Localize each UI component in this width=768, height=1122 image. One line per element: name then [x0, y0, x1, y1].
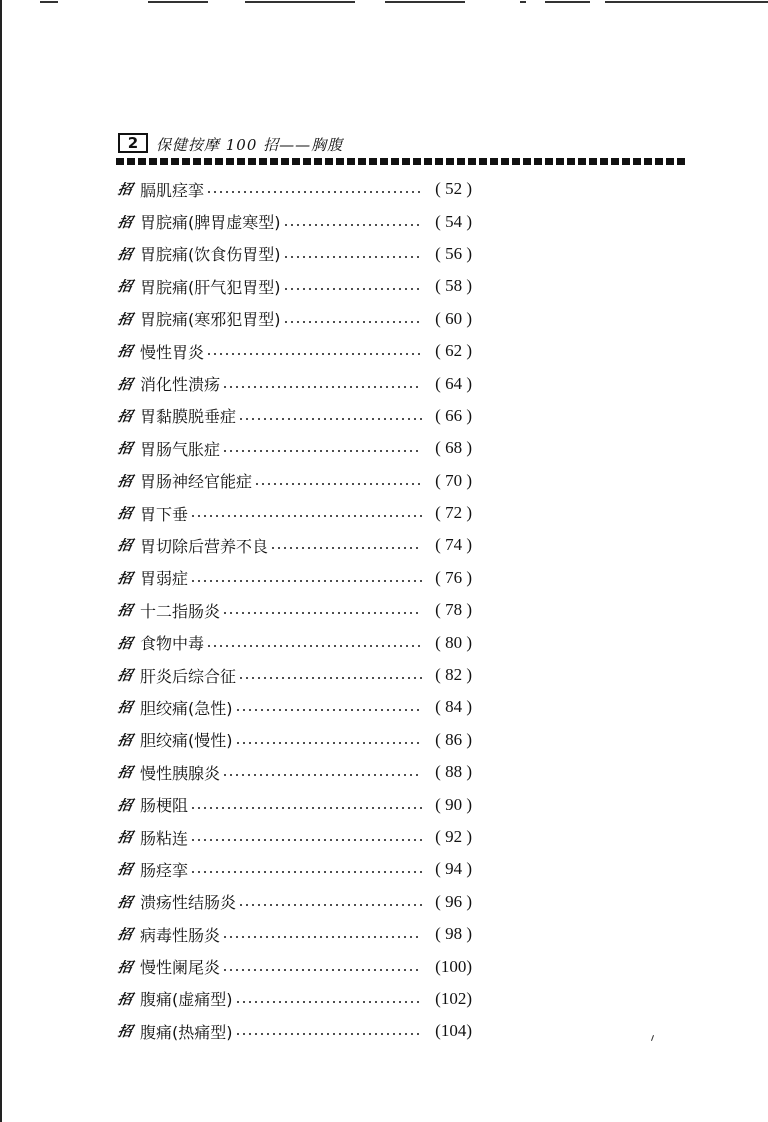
toc-entry-page: (104): [435, 1021, 472, 1041]
move-glyph-icon: 招: [116, 732, 132, 749]
toc-entry-page: ( 62 ): [435, 341, 472, 361]
move-glyph-icon: 招: [116, 473, 132, 490]
toc-entry-page: ( 66 ): [435, 405, 472, 425]
move-glyph-icon: 招: [116, 1024, 132, 1041]
move-glyph-icon: 招: [116, 311, 132, 328]
dot-leader: [190, 580, 422, 582]
toc-entry[interactable]: [118, 529, 472, 561]
move-glyph-icon: 招: [116, 959, 132, 976]
move-glyph-icon: 招: [116, 376, 132, 393]
dot-leader: [222, 774, 422, 776]
toc-entry[interactable]: [118, 270, 472, 302]
dot-leader: [283, 321, 423, 323]
dot-leader: [283, 224, 423, 226]
toc-entry[interactable]: [118, 626, 472, 658]
toc-entry-label: 慢性胰腺炎: [140, 763, 221, 783]
toc-entry[interactable]: [118, 821, 472, 853]
move-glyph-icon: 招: [116, 408, 132, 425]
toc-entry[interactable]: [118, 335, 472, 367]
dot-leader: [190, 515, 422, 517]
toc-entry-page: ( 56 ): [435, 243, 472, 263]
toc-entry[interactable]: [118, 562, 472, 594]
toc-entry[interactable]: [118, 497, 472, 529]
dot-leader: [235, 709, 423, 711]
move-glyph-icon: 招: [116, 603, 132, 620]
toc-entry-label: 胃脘痛(脾胃虚寒型): [140, 213, 281, 233]
toc-entry-label: 慢性胃炎: [140, 342, 205, 362]
toc-entry-label: 胃脘痛(寒邪犯胃型): [140, 310, 281, 330]
toc-entry-label: 胃黏膜脱垂症: [140, 407, 237, 427]
toc-entry-page: ( 90 ): [435, 794, 472, 814]
toc-entry[interactable]: [118, 465, 472, 497]
toc-entry-label: 胆绞痛(慢性): [140, 731, 233, 751]
toc-entry-page: ( 82 ): [435, 665, 472, 685]
toc-entry-page: ( 60 ): [435, 308, 472, 328]
toc-entry[interactable]: [118, 173, 472, 205]
move-glyph-icon: 招: [116, 246, 132, 263]
dot-leader: [190, 839, 422, 841]
toc-entry-page: (100): [435, 956, 472, 976]
dot-leader: [190, 807, 422, 809]
move-glyph-icon: 招: [116, 538, 132, 555]
toc-entry[interactable]: [118, 303, 472, 335]
dot-leader: [222, 612, 422, 614]
toc-entry[interactable]: [118, 238, 472, 270]
dot-leader: [270, 547, 422, 549]
toc-entry-label: 腹痛(热痛型): [140, 1022, 233, 1042]
dot-leader: [283, 256, 423, 258]
move-glyph-icon: 招: [116, 214, 132, 231]
toc-entry-page: ( 80 ): [435, 632, 472, 652]
toc-entry-label: 胃切除后营养不良: [140, 536, 269, 556]
toc-entry-page: ( 54 ): [435, 211, 472, 231]
toc-entry-label: 慢性阑尾炎: [140, 958, 221, 978]
toc-entry-page: ( 94 ): [435, 859, 472, 879]
toc-entry-label: 病毒性肠炎: [140, 925, 221, 945]
toc-entry-page: ( 76 ): [435, 567, 472, 587]
toc-entry-label: 消化性溃疡: [140, 375, 221, 395]
toc-entry-page: ( 96 ): [435, 891, 472, 911]
move-glyph-icon: 招: [116, 279, 132, 296]
move-glyph-icon: 招: [116, 765, 132, 782]
toc-entry[interactable]: [118, 432, 472, 464]
toc-entry[interactable]: [118, 983, 472, 1015]
dot-leader: [206, 191, 422, 193]
toc-entry[interactable]: [118, 756, 472, 788]
toc-entry-label: 肝炎后综合征: [140, 666, 237, 686]
toc-entry[interactable]: [118, 886, 472, 918]
dot-leader: [235, 742, 423, 744]
toc-entry-label: 肠梗阻: [140, 796, 189, 816]
dot-leader: [206, 645, 422, 647]
toc-entry-label: 肠粘连: [140, 828, 189, 848]
dot-leader: [238, 418, 422, 420]
dot-leader: [254, 483, 422, 485]
move-glyph-icon: 招: [116, 668, 132, 685]
move-glyph-icon: 招: [116, 344, 132, 361]
toc-entry[interactable]: [118, 659, 472, 691]
running-title: 保健按摩 100 招——胸腹: [156, 136, 344, 154]
dot-leader: [222, 450, 422, 452]
toc-entry-page: ( 78 ): [435, 600, 472, 620]
toc-entry-page: ( 84 ): [435, 697, 472, 717]
toc-entry-page: ( 70 ): [435, 470, 472, 490]
toc-entry[interactable]: [118, 205, 472, 237]
toc-entry-label: 胆绞痛(急性): [140, 698, 233, 718]
dot-leader: [283, 288, 423, 290]
page-left-edge: [0, 0, 2, 1122]
toc-entry[interactable]: [118, 853, 472, 885]
move-glyph-icon: 招: [116, 441, 132, 458]
move-glyph-icon: 招: [116, 862, 132, 879]
toc-entry[interactable]: [118, 400, 472, 432]
dot-leader: [206, 353, 422, 355]
move-glyph-icon: 招: [116, 830, 132, 846]
toc-entry[interactable]: [118, 918, 472, 950]
toc-entry-label: 胃肠气胀症: [140, 439, 221, 459]
toc-entry-page: ( 86 ): [435, 729, 472, 749]
dot-leader: [238, 677, 422, 679]
move-glyph-icon: 招: [116, 700, 132, 717]
move-glyph-icon: 招: [116, 182, 132, 199]
move-glyph-icon: 招: [116, 635, 132, 652]
dot-leader: [238, 904, 422, 906]
toc-entry[interactable]: [118, 594, 472, 626]
dot-leader: [222, 969, 422, 971]
toc-entry-label: 十二指肠炎: [140, 601, 221, 621]
toc-entry-page: ( 52 ): [435, 179, 472, 199]
toc-entry-page: ( 68 ): [435, 438, 472, 458]
toc-entry-page: ( 88 ): [435, 762, 472, 782]
stray-mark: [651, 1035, 654, 1041]
page-header: [118, 133, 678, 159]
toc-entry-label: 胃脘痛(饮食伤胃型): [140, 245, 281, 265]
toc-entry-page: ( 64 ): [435, 373, 472, 393]
toc-entry-label: 腹痛(虚痛型): [140, 990, 233, 1010]
toc-entry-label: 溃疡性结肠炎: [140, 893, 237, 913]
toc-entry-label: 胃下垂: [140, 504, 189, 524]
toc-entry[interactable]: [118, 367, 472, 399]
toc-entry-page: (102): [435, 988, 472, 1008]
move-glyph-icon: 招: [116, 506, 132, 523]
table-of-contents: [118, 173, 472, 1048]
toc-entry-label: 膈肌痉挛: [140, 180, 205, 200]
toc-entry-page: ( 92 ): [435, 827, 472, 846]
toc-entry-label: 肠痉挛: [140, 860, 189, 880]
move-glyph-icon: 招: [116, 991, 132, 1008]
toc-entry[interactable]: [118, 724, 472, 756]
toc-entry-label: 胃肠神经官能症: [140, 472, 253, 492]
toc-entry-label: 食物中毒: [140, 634, 205, 654]
page-number: 2: [118, 133, 148, 153]
move-glyph-icon: 招: [116, 894, 132, 911]
dot-leader: [222, 936, 422, 938]
toc-entry[interactable]: [118, 950, 472, 982]
toc-entry-page: ( 74 ): [435, 535, 472, 555]
toc-entry-page: ( 58 ): [435, 276, 472, 296]
dot-leader: [235, 1033, 423, 1035]
dot-leader: [235, 1001, 423, 1003]
toc-entry-label: 胃弱症: [140, 569, 189, 589]
move-glyph-icon: 招: [116, 927, 132, 944]
dot-leader: [222, 386, 422, 388]
toc-entry[interactable]: [118, 788, 472, 820]
dot-leader: [190, 871, 422, 873]
toc-entry[interactable]: [118, 1015, 472, 1047]
toc-entry-page: ( 72 ): [435, 503, 472, 523]
toc-entry[interactable]: [118, 691, 472, 723]
toc-entry-label: 胃脘痛(肝气犯胃型): [140, 277, 281, 297]
move-glyph-icon: 招: [116, 797, 132, 814]
toc-entry-page: ( 98 ): [435, 924, 472, 944]
header-rule: [116, 158, 688, 165]
top-scan-artifact: [0, 0, 768, 8]
move-glyph-icon: 招: [116, 570, 132, 587]
